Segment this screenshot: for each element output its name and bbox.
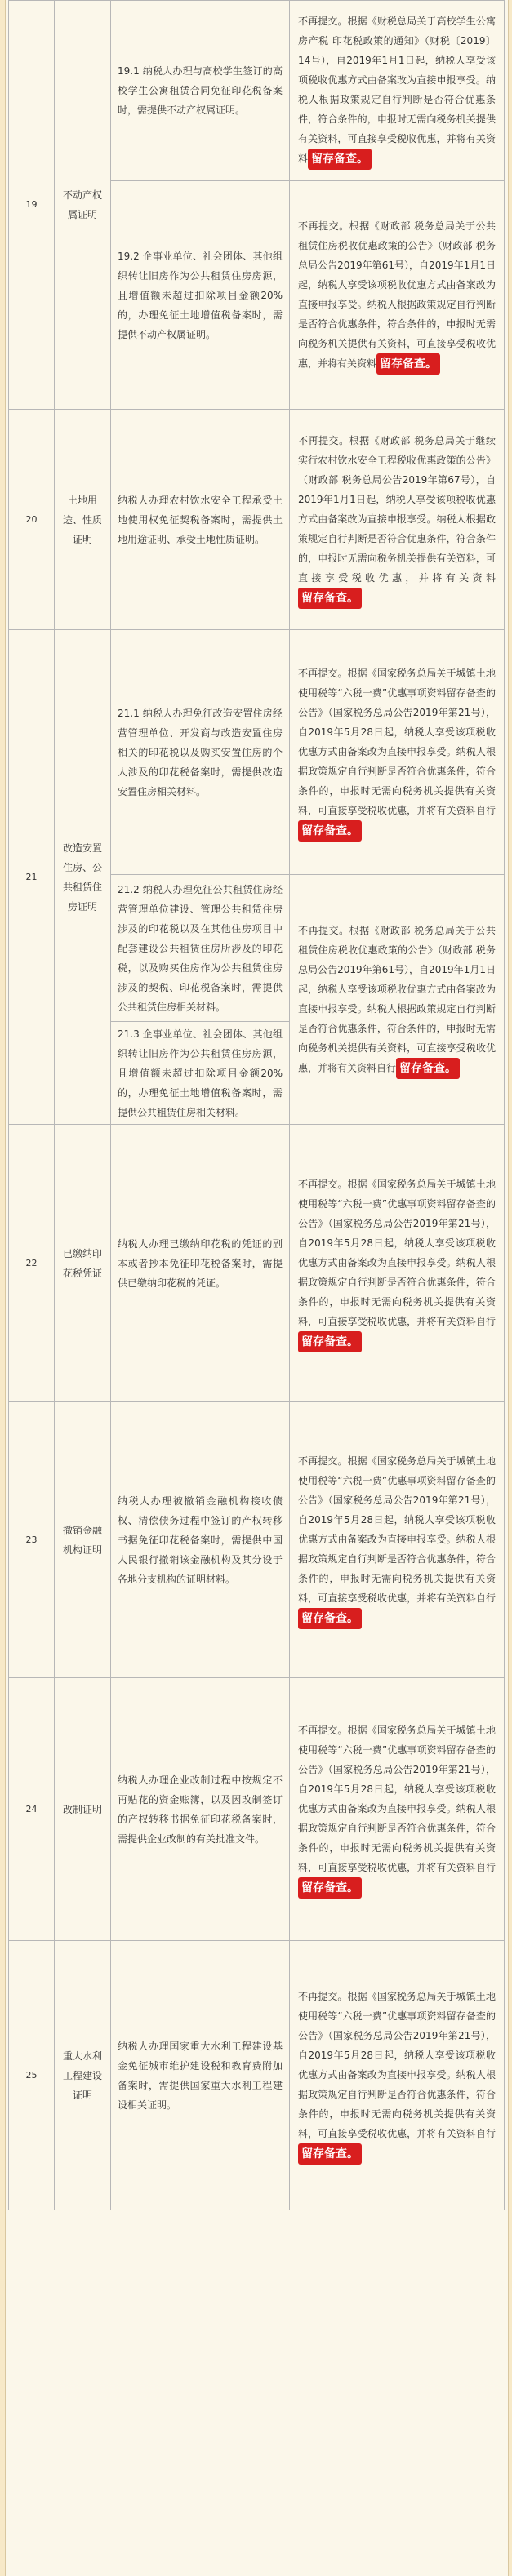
highlight-badge: 留存备查。: [298, 820, 362, 842]
statement-text: 不再提交。根据《国家税务总局关于城镇土地使用税等“六税一费”优惠事项资料留存备查的公告》（国家税务总局公告2019年第21号），自2019年5月28日起，纳税人享受该项税收优惠方式由备案改为直接申报享受。纳税人根据政策规定自行判断是否符合优惠条件，符合条件的，申报时无需向税务机关提供有关资料，可直接享受税收优惠，并将有关资料自行: [298, 1178, 496, 1327]
row-number: 19: [9, 1, 55, 410]
highlight-badge: 留存备查。: [298, 588, 362, 609]
condition-cell: 纳税人办理已缴纳印花税的凭证的副本或者抄本免征印花税备案时，需提供已缴纳印花税的凭证。: [111, 1125, 290, 1402]
statement-cell: [290, 1125, 505, 1402]
row-number: 22: [9, 1125, 55, 1402]
statement-cell: [290, 181, 505, 410]
policy-table: [8, 0, 505, 2210]
statement-cell: [290, 410, 505, 630]
item-name: 土地用途、性质证明: [55, 410, 111, 630]
statement-cell: [290, 875, 505, 1125]
table-row: [9, 1678, 505, 1941]
highlight-badge: 留存备查。: [308, 149, 372, 170]
item-name: 重大水利工程建设证明: [55, 1941, 111, 2210]
statement-cell: [290, 1402, 505, 1678]
item-name: 已缴纳印花税凭证: [55, 1125, 111, 1402]
statement-text: 不再提交。根据《国家税务总局关于城镇土地使用税等“六税一费”优惠事项资料留存备查的公告》（国家税务总局公告2019年第21号），自2019年5月28日起，纳税人享受该项税收优惠方式由备案改为直接申报享受。纳税人根据政策规定自行判断是否符合优惠条件，符合条件的，申报时无需向税务机关提供有关资料，可直接享受税收优惠，并将有关资料自行: [298, 1724, 496, 1873]
condition-cell: 19.1 纳税人办理与高校学生签订的高校学生公寓租赁合同免征印花税备案时，需提供不动产权属证明。: [111, 1, 290, 181]
table-row: [9, 410, 505, 630]
statement-text: 不再提交。根据《财政部 税务总局关于公共租赁住房税收优惠政策的公告》（财政部 税务总局公告2019年第61号），自2019年1月1日起，纳税人享受该项税收优惠方式由备案改为直接申报享受。纳税人根据政策规定自行判断是否符合优惠条件，符合条件的，申报时无需向税务机关提供有关资料，可直接享受税收优惠，并将有关资料: [298, 220, 496, 369]
condition-cell: 19.2 企事业单位、社会团体、其他组织转让旧房作为公共租赁住房房源，且增值额未超过扣除项目金额20%的，办理免征土地增值税备案时，需提供不动产权属证明。: [111, 181, 290, 410]
row-number: 25: [9, 1941, 55, 2210]
row-number: 20: [9, 410, 55, 630]
condition-cell: 纳税人办理被撤销金融机构接收债权、清偿债务过程中签订的产权转移书据免征印花税备案时，需提供中国人民银行撤销该金融机构及其分设于各地分支机构的证明材料。: [111, 1402, 290, 1678]
condition-cell: 21.2 纳税人办理免征公共租赁住房经营管理单位建设、管理公共租赁住房涉及的印花税以及在其他住房项目中配套建设公共租赁住房所涉及的印花税，以及购买住房作为公共租赁住房涉及的契税、印花税备案时，需提供公共租赁住房相关材料。: [111, 875, 290, 1022]
condition-cell: 纳税人办理国家重大水利工程建设基金免征城市维护建设税和教育费附加备案时，需提供国家重大水利工程建设相关证明。: [111, 1941, 290, 2210]
highlight-badge: 留存备查。: [298, 1331, 362, 1352]
condition-cell: 纳税人办理企业改制过程中按规定不再贴花的资金账簿，以及因改制签订的产权转移书据免征印花税备案时，需提供企业改制的有关批准文件。: [111, 1678, 290, 1941]
statement-text: 不再提交。根据《财税总局关于高校学生公寓房产税 印花税政策的通知》（财税〔2019〕14号），自2019年1月1日起，纳税人享受该项税收优惠方式由备案改为直接申报享受。纳税人根据政策规定自行判断是否符合优惠条件，符合条件的，申报时无需向税务机关提供有关资料，可直接享受税收优惠，并将有关资料: [298, 16, 496, 165]
highlight-badge: 留存备查。: [396, 1058, 460, 1079]
statement-text: 不再提交。根据《国家税务总局关于城镇土地使用税等“六税一费”优惠事项资料留存备查的公告》（国家税务总局公告2019年第21号），自2019年5月28日起，纳税人享受该项税收优惠方式由备案改为直接申报享受。纳税人根据政策规定自行判断是否符合优惠条件，符合条件的，申报时无需向税务机关提供有关资料，可直接享受税收优惠，并将有关资料自行: [298, 1990, 496, 2139]
condition-cell: 21.1 纳税人办理免征改造安置住房经营管理单位、开发商与改造安置住房相关的印花税以及购买安置住房的个人涉及的印花税备案时，需提供改造安置住房相关材料。: [111, 630, 290, 875]
row-number: 23: [9, 1402, 55, 1678]
item-name: 改制证明: [55, 1678, 111, 1941]
row-number: 21: [9, 630, 55, 1125]
row-number: 24: [9, 1678, 55, 1941]
condition-cell: 21.3 企事业单位、社会团体、其他组织转让旧房作为公共租赁住房房源，且增值额未超过扣除项目金额20%的，办理免征土地增值税备案时，需提供公共租赁住房相关材料。: [111, 1022, 290, 1125]
table-row: [9, 1125, 505, 1402]
statement-text: 不再提交。根据《国家税务总局关于城镇土地使用税等“六税一费”优惠事项资料留存备查的公告》（国家税务总局公告2019年第21号），自2019年5月28日起，纳税人享受该项税收优惠方式由备案改为直接申报享受。纳税人根据政策规定自行判断是否符合优惠条件，符合条件的，申报时无需向税务机关提供有关资料，可直接享受税收优惠，并将有关资料自行: [298, 1455, 496, 1604]
statement-cell: [290, 1941, 505, 2210]
highlight-badge: 留存备查。: [376, 353, 440, 375]
table-row: [9, 1941, 505, 2210]
statement-cell: [290, 630, 505, 875]
statement-text: 不再提交。根据《财政部 税务总局关于公共租赁住房税收优惠政策的公告》（财政部 税务总局公告2019年第61号），自2019年1月1日起，纳税人享受该项税收优惠方式由备案改为直接申报享受。纳税人根据政策规定自行判断是否符合优惠条件，符合条件的，申报时无需向税务机关提供有关资料，可直接享受税收优惠，并将有关资料自行: [298, 924, 496, 1073]
statement-cell: [290, 1678, 505, 1941]
condition-cell: 纳税人办理农村饮水安全工程承受土地使用权免征契税备案时，需提供土地用途证明、承受土地性质证明。: [111, 410, 290, 630]
table-row: [9, 1, 505, 181]
highlight-badge: 留存备查。: [298, 1877, 362, 1899]
item-name: 撤销金融机构证明: [55, 1402, 111, 1678]
highlight-badge: 留存备查。: [298, 2143, 362, 2165]
table-row: [9, 630, 505, 875]
item-name: 改造安置住房、公共租赁住房证明: [55, 630, 111, 1125]
highlight-badge: 留存备查。: [298, 1608, 362, 1629]
statement-text: 不再提交。根据《国家税务总局关于城镇土地使用税等“六税一费”优惠事项资料留存备查的公告》（国家税务总局公告2019年第21号），自2019年5月28日起，纳税人享受该项税收优惠方式由备案改为直接申报享受。纳税人根据政策规定自行判断是否符合优惠条件，符合条件的，申报时无需向税务机关提供有关资料，可直接享受税收优惠，并将有关资料自行: [298, 667, 496, 816]
statement-text: 不再提交。根据《财政部 税务总局关于继续实行农村饮水安全工程税收优惠政策的公告》（财政部 税务总局公告2019年第67号），自2019年1月1日起，纳税人享受该项税收优惠方式由备案改为直接申报享受。纳税人根据政策规定自行判断是否符合优惠条件，符合条件的，申报时无需向税务机关提供有关资料，可直接享受税收优惠，并将有关资料: [298, 434, 496, 584]
table-row: [9, 1402, 505, 1678]
item-name: 不动产权属证明: [55, 1, 111, 410]
statement-cell: [290, 1, 505, 181]
